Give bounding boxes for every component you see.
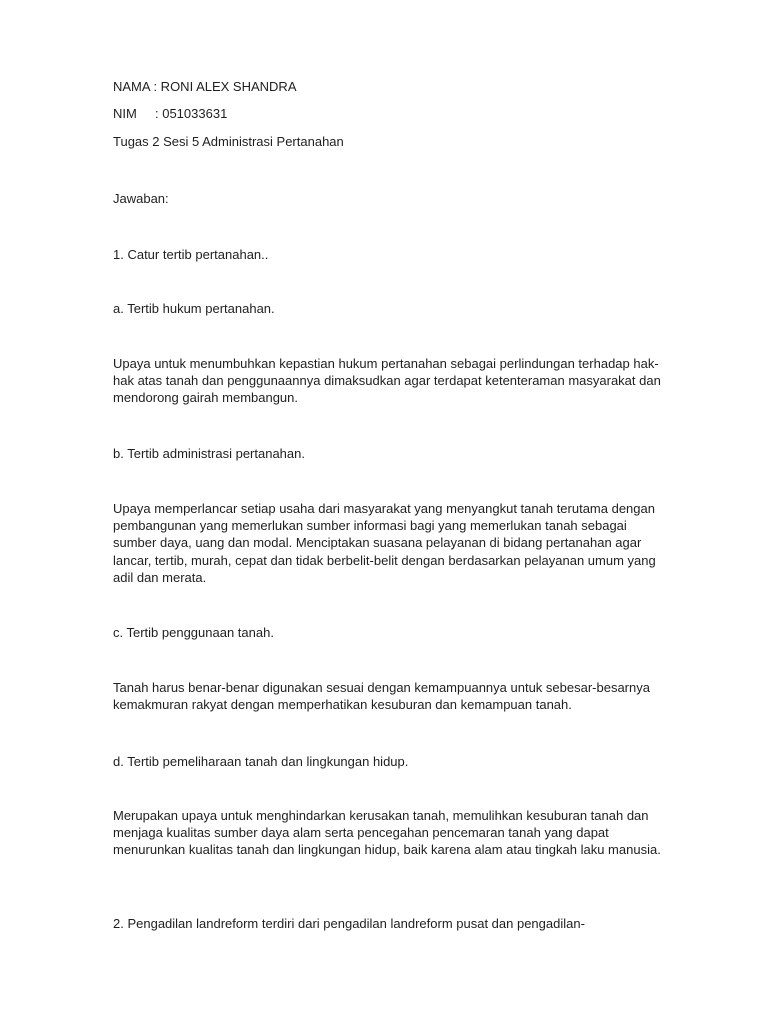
point-b-heading: b. Tertib administrasi pertanahan. — [113, 446, 305, 461]
student-name: NAMA : RONI ALEX SHANDRA — [113, 79, 297, 94]
point-a-heading: a. Tertib hukum pertanahan. — [113, 301, 275, 316]
student-nim — [113, 105, 227, 122]
point-b-text: Upaya memperlancar setiap usaha dari masyarakat yang menyangkut tanah terutama dengan pembangunan yang memerlukan sumber informasi bagi yang memerlukan tanah sebagai sumber daya, uang dan modal. Menciptakan suasana pelayanan di bidang pertanahan agar lancar, tertib, murah, cepat dan tidak berbelit-belit dengan berdasarkan pelayanan umum yang adil dan merata. — [113, 501, 656, 585]
assignment-title: Tugas 2 Sesi 5 Administrasi Pertanahan — [113, 134, 344, 149]
question-1-heading: 1. Catur tertib pertanahan.. — [113, 247, 269, 262]
point-c-text: Tanah harus benar-benar digunakan sesuai dengan kemampuannya untuk sebesar-besarnya kemakmuran rakyat dengan memperhatikan kesuburan dan kemampuan tanah. — [113, 680, 650, 713]
point-c-heading: c. Tertib penggunaan tanah. — [113, 625, 274, 640]
point-a-text: Upaya untuk menumbuhkan kepastian hukum pertanahan sebagai perlindungan terhadap hak-hak atas tanah dan penggunaannya dimaksudkan agar terdapat ketenteraman masyarakat dan mendorong gairah membangun. — [113, 356, 661, 406]
question-2-heading: 2. Pengadilan landreform terdiri dari pengadilan landreform pusat dan pengadilan- — [113, 916, 585, 931]
point-d-text: Merupakan upaya untuk menghindarkan kerusakan tanah, memulihkan kesuburan tanah dan menjaga kualitas sumber daya alam serta pencegahan pencemaran tanah yang dapat menurunkan kualitas tanah dan lingkungan hidup, baik karena alam atau tingkah laku manusia. — [113, 808, 661, 858]
nim-label: NIM — [113, 106, 137, 121]
point-d-heading: d. Tertib pemeliharaan tanah dan lingkungan hidup. — [113, 754, 409, 769]
answer-label: Jawaban: — [113, 191, 169, 206]
nim-value: : 051033631 — [155, 106, 228, 121]
